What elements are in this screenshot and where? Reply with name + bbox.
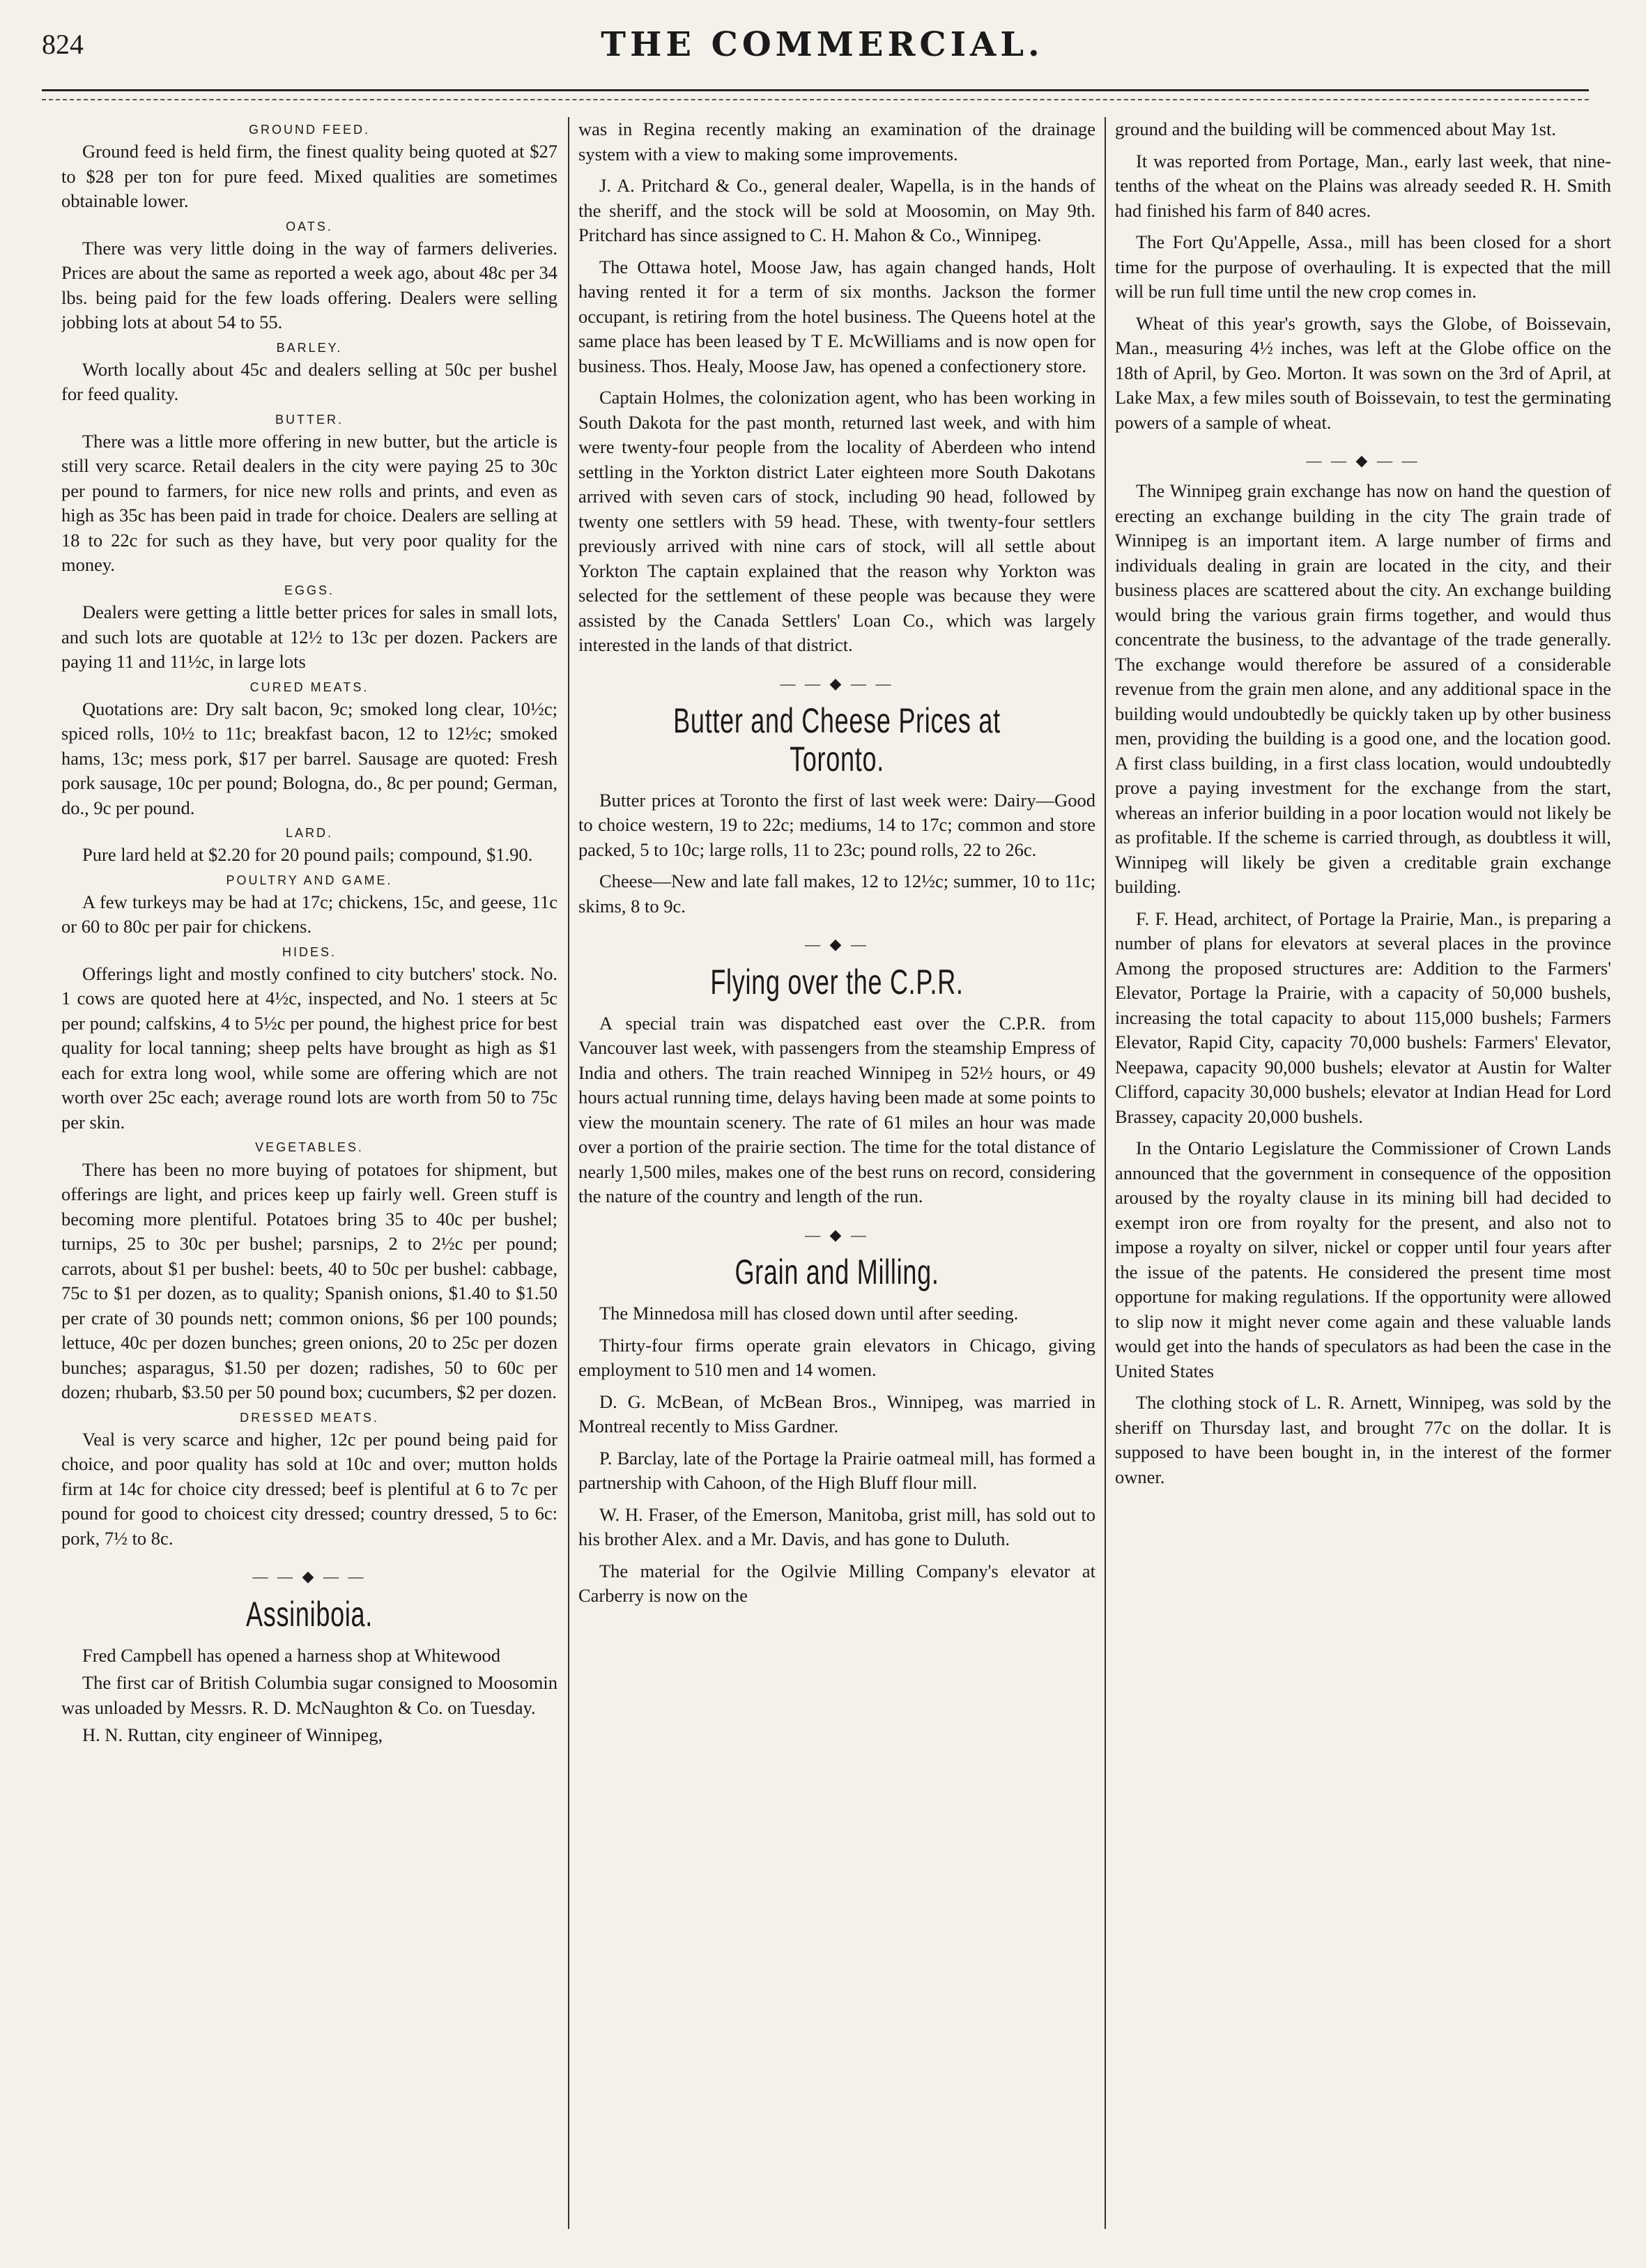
article-paragraph: Ground feed is held firm, the finest quality being quoted at $27 to $28 per ton for pure feed. Mixed qualities are sometimes obtainable lower. — [61, 141, 557, 212]
article-paragraph: The Winnipeg grain exchange has now on hand the question of erecting an exchange building in the city The grain trade of Winnipeg is an important item. A large number of firms and individuals dealing in grain are located in the city, and their business places are scattered about the city. An exchange building would bring the various grain firms together, and would thus concentrate the business, to the advantage of the trade generally. The exchange would therefore be assured of a considerable revenue from the grain men alone, and any additional space in the building would undoubtedly be quickly taken up by other business men, providing the building is a good one, and the location good. A first class building, in a first class location, would undoubtedly prove a paying investment for the exchange from the start, whereas an inferior building in a poor location would not likely be as profitable. If the scheme is carried through, as doubtless it will, Winnipeg will likely be given a creditable grain exchange building. — [1115, 480, 1611, 898]
article-paragraph: Pure lard held at $2.20 for 20 pound pails; compound, $1.90. — [82, 844, 533, 866]
masthead — [42, 21, 1603, 70]
header-dashed-rule — [42, 99, 1589, 100]
article-headline: Assiniboia. — [245, 1594, 374, 1634]
article-headline: Grain and Milling. — [734, 1252, 939, 1292]
article-paragraph: Wheat of this year's growth, says the Globe, of Boissevain, Man., measuring 4½ inches, was left at the Globe office on the 18th of April, by Geo. Morton. It was sown on the 3rd of April, at Lake Max, a few miles south of Boissevain, to test the germinating powers of a sample of wheat. — [1115, 312, 1611, 433]
newspaper-title: THE COMMERCIAL. — [601, 25, 1044, 64]
article-paragraph: There was very little doing in the way of farmers deliveries. Prices are about the same as reported a week ago, about 48c per 34 lbs. being paid for the few loads offering. Dealers were selling jobbing lots at about 54 to 55. — [61, 237, 557, 333]
article-paragraph: It was reported from Portage, Man., early last week, that nine-tenths of the wheat on the Plains was already seeded R. H. Smith had finished his farm of 840 acres. — [1115, 150, 1611, 221]
ornamental-divider: — — ◆ — — — [252, 1568, 367, 1586]
column-divider-2 — [1105, 117, 1106, 2229]
article-paragraph: There was a little more offering in new butter, but the article is still very scarce. Retail dealers in the city were paying 25 to 30c per pound to farmers, for nice new rolls and prints, and even as high as 35c has been paid in trade for choice. Dealers are selling at 18 to 22c for such as they have, but very poor quality for the money. — [61, 430, 557, 576]
article-paragraph: Dealers were getting a little better prices for sales in small lots, and such lots are quotable at 12½ to 13c per dozen. Packers are paying 11 and 11½c, in large lots — [61, 602, 557, 673]
article-paragraph: The first car of British Columbia sugar consigned to Moosomin was unloaded by Messrs. R. D. McNaughton & Co. on Tuesday. — [61, 1672, 557, 1718]
section-heading: GROUND FEED. — [248, 123, 370, 137]
section-heading: HIDES. — [282, 944, 337, 959]
article-paragraph: P. Barclay, late of the Portage la Prairie oatmeal mill, has formed a partnership with Cahoon, of the High Bluff flour mill. — [578, 1447, 1095, 1494]
section-heading: CURED MEATS. — [249, 680, 369, 694]
header-rule — [42, 89, 1589, 91]
article-paragraph: The material for the Ogilvie Milling Company's elevator at Carberry is now on the — [578, 1560, 1095, 1607]
ornamental-divider: — — ◆ — — — [780, 674, 894, 692]
article-paragraph: The Minnedosa mill has closed down until after seeding. — [599, 1303, 1019, 1324]
article-paragraph: A few turkeys may be had at 17c; chickens, 15c, and geese, 11c or 60 to 80c per pair for chickens. — [61, 891, 557, 937]
page-number: 824 — [42, 29, 84, 60]
section-heading: POULTRY AND GAME. — [226, 873, 393, 887]
article-paragraph: Butter prices at Toronto the first of last week were: Dairy—Good to choice western, 19 to 22c; mediums, 14 to 17c; common and store packed, 5 to 10c; large rolls, 11 to 23c; pound rolls, 22 to 26c. — [578, 789, 1095, 860]
article-paragraph: Thirty-four firms operate grain elevators in Chicago, giving employment to 510 men and 14 women. — [578, 1334, 1095, 1381]
article-paragraph: There has been no more buying of potatoes for shipment, but offerings are light, and prices keep up fairly well. Green stuff is becoming more plentiful. Potatoes bring 35 to 40c per bushel; turnips, 25 to 30c per bushel; parsnips, 2 to 2½c per pound; carrots, about $1 per bushel: beets, 40 to 50c per bushel: cabbage, 75c to $1 per dozen, as to quality; Spanish onions, $1.40 to $1.50 per crate of 30 pounds nett; common onions, $6 per 100 pounds; lettuce, 40c per dozen bunches; green onions, 20 to 25c per dozen bunches; asparagus, $1.50 per dozen; radishes, 50 to 60c per dozen; rhubarb, $3.50 per 50 pound box; cucumbers, $2 per dozen. — [61, 1158, 557, 1403]
article-headline: Butter and Cheese Prices at Toronto. — [673, 700, 1001, 779]
ornamental-divider: — — ◆ — — — [1306, 452, 1420, 469]
column-3 — [1115, 117, 1611, 2243]
article-paragraph: Quotations are: Dry salt bacon, 9c; smoked long clear, 10½c; spiced rolls, 10½ to 11c; breakfast bacon, 12 to 12½c; smoked hams, 13c; mess pork, $17 per barrel. Sausage are quoted: Fresh pork sausage, 10c per pound; Bologna, do., 8c per pound; German, do., 9c per pound. — [61, 698, 557, 818]
column-1 — [61, 117, 557, 2243]
article-paragraph: W. H. Fraser, of the Emerson, Manitoba, grist mill, has sold out to his brother Alex. and a Mr. Davis, and has gone to Duluth. — [578, 1503, 1095, 1550]
article-paragraph: Offerings light and mostly confined to city butchers' stock. No. 1 cows are quoted here at 4½c, inspected, and No. 1 steers at 5c per pound; calfskins, 4 to 5½c per pound, the highest price for best quality for local tanning; sheep pelts have brought as high as $1 each for extra long wool, while some are offering which are not worth over 25c each; average round lots are worth from 50 to 75c per skin. — [61, 963, 557, 1133]
section-heading: BUTTER. — [275, 412, 344, 427]
article-paragraph: J. A. Pritchard & Co., general dealer, Wapella, is in the hands of the sheriff, and the stock will be sold at Moosomin, on May 9th. Pritchard has since assigned to C. H. Mahon & Co., Winnipeg. — [578, 175, 1095, 245]
section-heading: EGGS. — [284, 583, 334, 597]
article-paragraph: Worth locally about 45c and dealers selling at 50c per bushel for feed quality. — [61, 358, 557, 405]
article-paragraph: D. G. McBean, of McBean Bros., Winnipeg, was married in Montreal recently to Miss Gardner. — [578, 1390, 1095, 1437]
article-paragraph: Cheese—New and late fall makes, 12 to 12½c; summer, 10 to 11c; skims, 8 to 9c. — [578, 871, 1095, 917]
article-paragraph: The Ottawa hotel, Moose Jaw, has again changed hands, Holt having rented it for a term of six months. Jackson the former occupant, is retiring from the hotel business. The Queens hotel at the same place has been leased by T E. McWilliams and is now open for business. Thos. Healy, Moose Jaw, has opened a confectionery store. — [578, 256, 1095, 376]
article-paragraph: Captain Holmes, the colonization agent, who has been working in South Dakota for the past month, returned last week, and with him were twenty-four people from the locality of Aberdeen who intend settling in the Yorkton district Later eighteen more South Dakotans arrived with seven cars of stock, including 90 head, followed by twenty one settlers with 59 head. These, with twenty-four settlers previously arrived with nine cars of stock, will all settle about Yorkton The captain explained that the reason why Yorkton was selected for the settlement of these people was because they were assisted by the Canada Settlers' Loan Co., which was largely interested in the lands of that district. — [578, 387, 1095, 655]
article-paragraph: A special train was dispatched east over the C.P.R. from Vancouver last week, with passengers from the steamship Empress of India and others. The train reached Winnipeg in 52½ hours, or 49 hours actual running time, delays having been made at some points to view the mountain scenery. The rate of 61 miles an hour was made over a portion of the prairie section. The time for the total distance of nearly 1,500 miles, makes one of the best runs on record, considering the nature of the country and length of the run. — [578, 1012, 1095, 1207]
ornamental-divider: — ◆ — — [805, 1225, 869, 1243]
column-divider-1 — [568, 117, 569, 2229]
article-paragraph: F. F. Head, architect, of Portage la Prairie, Man., is preparing a number of plans for elevators at several places in the province Among the proposed structures are: Addition to the Farmers' Elevator, Portage la Prairie, with a capacity of 50,000 bushels, increasing the total capacity to about 115,000 bushels; Farmers Elevator, Rapid City, capacity 70,000 bushels: Farmers' Elevator, Neepawa, capacity 90,000 bushels; elevator at Austin for Walter Clifford, capacity 30,000 bushels; elevator at Indian Head for Lord Brassey, capacity 20,000 bushels. — [1115, 907, 1611, 1127]
article-paragraph: The Fort Qu'Appelle, Assa., mill has been closed for a short time for the purpose of overhauling. It is expected that the mill will be run full time until the new crop comes in. — [1115, 231, 1611, 302]
ornamental-divider: — ◆ — — [805, 935, 869, 953]
section-heading: DRESSED MEATS. — [240, 1410, 379, 1425]
article-paragraph: was in Regina recently making an examination of the drainage system with a view to making some improvements. — [578, 118, 1095, 164]
article-paragraph: Veal is very scarce and higher, 12c per pound being paid for choice, and poor quality has sold at 10c and over; mutton holds firm at 14c for choice city dressed; beef is plentiful at 6 to 7c per pound for good to choicest city dressed; country dressed, 5 to 6c: pork, 7½ to 8c. — [61, 1428, 557, 1549]
section-heading: VEGETABLES. — [255, 1140, 364, 1155]
section-heading: BARLEY. — [276, 340, 343, 355]
article-paragraph: H. N. Ruttan, city engineer of Winnipeg, — [82, 1724, 383, 1746]
section-heading: OATS. — [286, 219, 333, 233]
article-paragraph: In the Ontario Legislature the Commissioner of Crown Lands announced that the government in consequence of the opposition aroused by the royalty clause in its mining bill had decided to exempt iron ore from royalty for the present, and also not to impose a royalty on silver, nickel or copper until four years after the issue of the patents. He considered the present time most opportune for making regulations. If the opportunity were allowed to slip now it might never come again and these valuable lands would get into the hands of speculators as had been the case in the United States — [1115, 1137, 1611, 1381]
article-paragraph: ground and the building will be commenced about May 1st. — [1115, 118, 1556, 139]
column-2 — [578, 117, 1095, 2243]
section-heading: LARD. — [285, 826, 333, 841]
article-paragraph: Fred Campbell has opened a harness shop at Whitewood — [82, 1644, 501, 1666]
article-paragraph: The clothing stock of L. R. Arnett, Winnipeg, was sold by the sheriff on Thursday last, and brought 77c on the dollar. It is supposed to have been bought in, in the interest of the former owner. — [1115, 1392, 1611, 1487]
article-headline: Flying over the C.P.R. — [710, 962, 964, 1002]
